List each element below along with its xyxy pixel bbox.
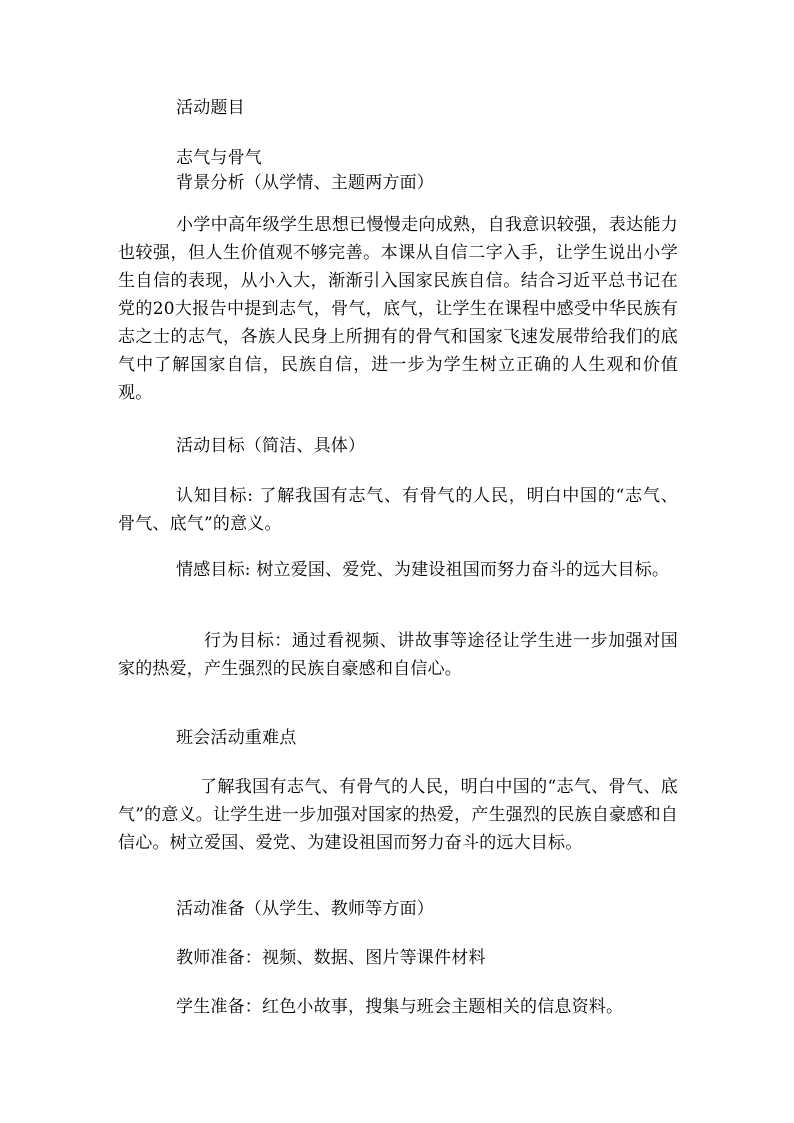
background-paragraph: 小学中高年级学生思想已慢慢走向成熟，自我意识较强，表达能力也较强，但人生价值观不够完善。本课从自信二字入手，让学生说出小学生自信的表现，从小入大，渐渐引入国家民族自信。结合习近平总书记在党的20大报告中提到志气，骨气，底气，让学生在课程中感受中华民族有志之士的志气，各族人民身上所拥有的骨气和国家飞速发展带给我们的底气中了解国家自信，民族自信，进一步为学生树立正确的人生观和价值观。 (118, 215, 678, 403)
background-heading: 背景分析（从学情、主题两方面） (176, 173, 434, 193)
emotional-objective: 情感目标: 树立爱国、爱党、为建设祖国而努力奋斗的远大目标。 (176, 560, 670, 580)
key-points-paragraph: 了解我国有志气、有骨气的人民，明白中国的“志气、骨气、底气”的意义。让学生进一步加强对国家的热爱，产生强烈的民族自豪感和自信心。树立爱国、爱党、为建设祖国而努力奋斗的远大目标。 (118, 777, 678, 853)
teacher-preparation: 教师准备：视频、数据、图片等课件材料 (176, 948, 486, 968)
activity-title: 志气与骨气 (176, 148, 262, 168)
preparation-heading: 活动准备（从学生、教师等方面） (176, 899, 434, 919)
key-points-heading: 班会活动重难点 (176, 728, 297, 748)
cognitive-objective: 认知目标: 了解我国有志气、有骨气的人民，明白中国的“志气、骨气、底气”的意义。 (118, 486, 678, 534)
activity-title-heading: 活动题目 (176, 98, 245, 118)
behavioral-objective: 行为目标：通过看视频、讲故事等途径让学生进一步加强对国家的热爱，产生强烈的民族自豪感和自信心。 (118, 631, 678, 679)
student-preparation: 学生准备：红色小故事，搜集与班会主题相关的信息资料。 (176, 997, 624, 1017)
objectives-heading: 活动目标（简洁、具体） (176, 436, 366, 456)
